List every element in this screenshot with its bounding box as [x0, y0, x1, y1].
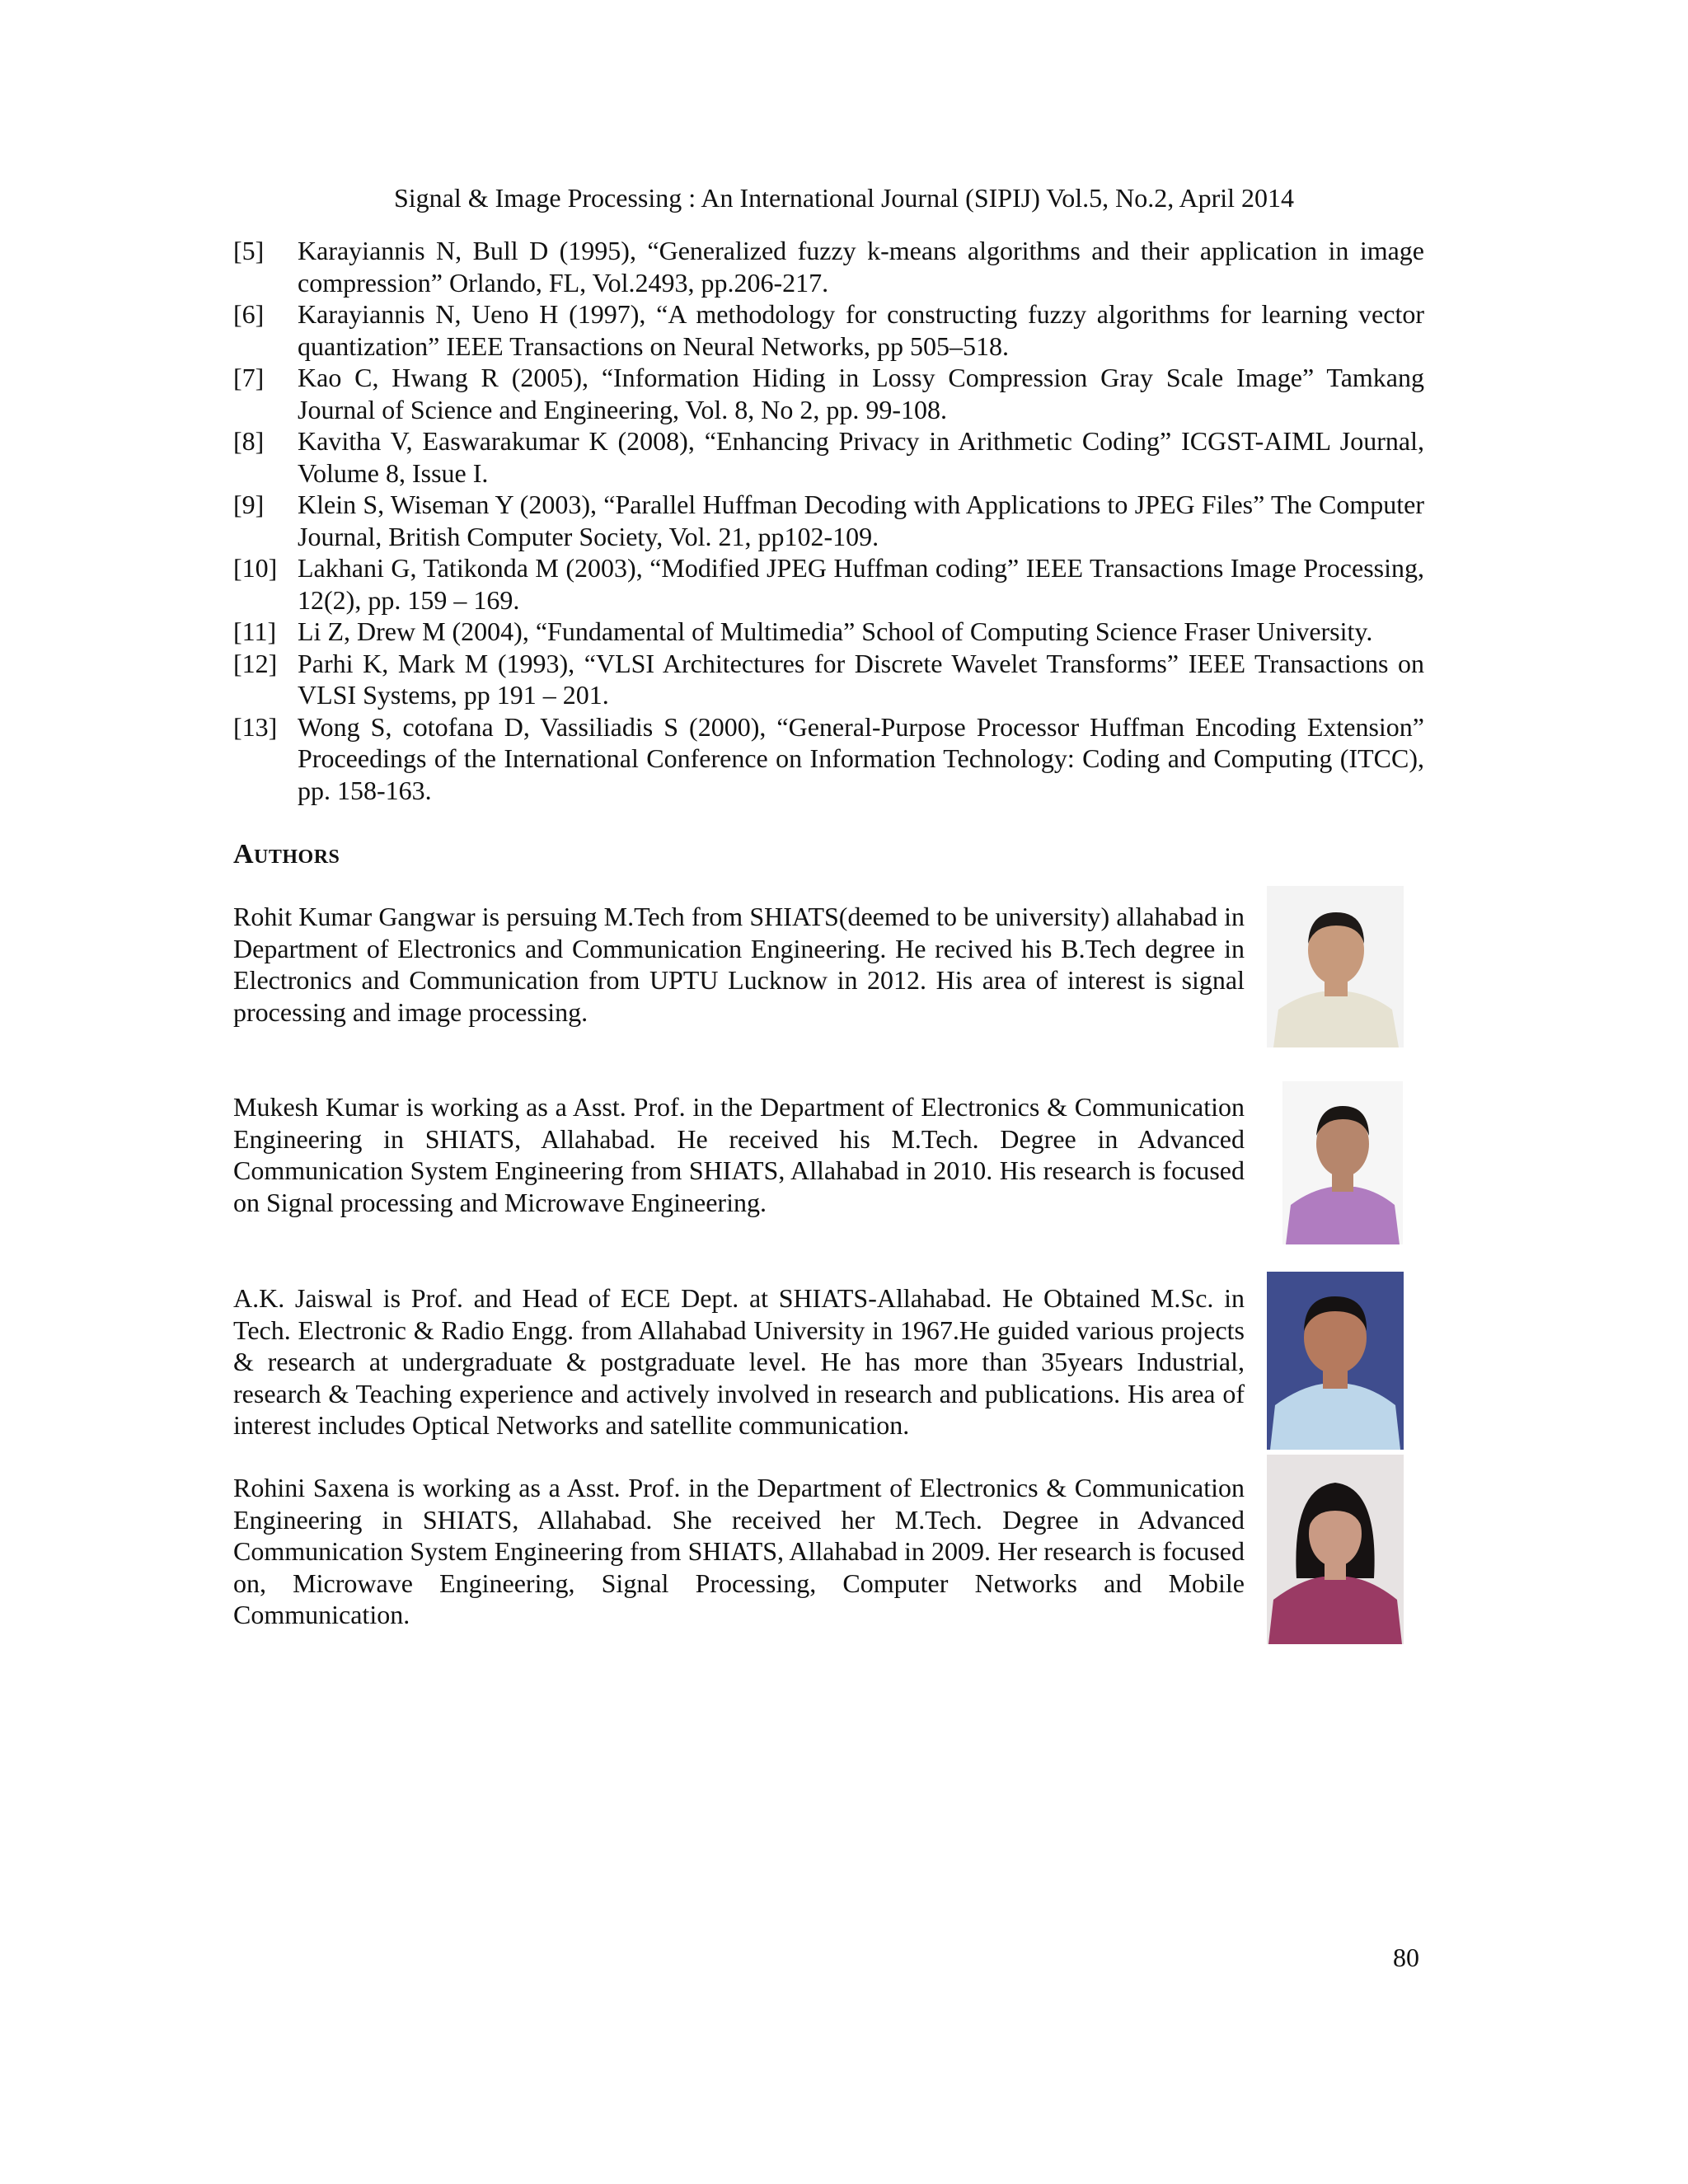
reference-text: Klein S, Wiseman Y (2003), “Parallel Huffman Decoding with Applications to JPEG Files” The Computer Journal, British Computer Society, Vol. 21, pp102-109.: [298, 490, 1424, 551]
reference-number: [8]: [233, 426, 265, 456]
portrait-image: [1282, 1081, 1403, 1244]
reference-item: [233, 552, 1424, 616]
reference-number: [7]: [233, 363, 265, 392]
reference-number: [11]: [233, 616, 277, 646]
reference-number: [10]: [233, 553, 278, 583]
reference-number: [6]: [233, 299, 265, 329]
reference-number: [5]: [233, 236, 265, 265]
reference-text: Kavitha V, Easwarakumar K (2008), “Enhancing Privacy in Arithmetic Coding” ICGST-AIML Journal, Volume 8, Issue I.: [298, 426, 1424, 488]
reference-text: Karayiannis N, Ueno H (1997), “A methodology for constructing fuzzy algorithms for learning vector quantization” IEEE Transactions on Neural Networks, pp 505–518.: [298, 299, 1424, 361]
portrait-image: [1267, 1455, 1404, 1644]
reference-number: [12]: [233, 648, 278, 678]
page-number: 80: [1393, 1943, 1419, 1972]
reference-item: [233, 711, 1424, 807]
author-photo: [1267, 1272, 1404, 1450]
author-bio: Mukesh Kumar is working as a Asst. Prof. in the Department of Electronics & Communication Engineering in SHIATS, Allahabad. He received his M.Tech. Degree in Advanced Communication System Engineering from SHIATS, Allahabad in 2010. His research is focused on Signal processing and Microwave Engineering.: [233, 1092, 1245, 1217]
reference-item: [233, 616, 1424, 648]
author-photo: [1282, 1081, 1403, 1244]
author-bio: Rohini Saxena is working as a Asst. Prof. in the Department of Electronics & Communication Engineering in SHIATS, Allahabad. She received her M.Tech. Degree in Advanced Communication System Engineering from SHIATS, Allahabad in 2009. Her research is focused on, Microwave Engineering, Signal Processing, Computer Networks and Mobile Communication.: [233, 1473, 1245, 1629]
reference-text: Wong S, cotofana D, Vassiliadis S (2000), “General-Purpose Processor Huffman Encoding Extension” Proceedings of the International Conference on Information Technology: Coding and Computing (ITCC), pp. 158-163.: [298, 711, 1424, 805]
reference-text: Karayiannis N, Bull D (1995), “Generalized fuzzy k-means algorithms and their application in image compression” Orlando, FL, Vol.2493, pp.206-217.: [298, 236, 1424, 298]
author-bio: A.K. Jaiswal is Prof. and Head of ECE Dept. at SHIATS-Allahabad. He Obtained M.Sc. in Tech. Electronic & Radio Engg. from Allahabad University in 1967.He guided various projects & research at undergraduate & postgraduate level. He has more than 35years Industrial, research & Teaching experience and actively involved in research and publications. His area of interest includes Optical Networks and satellite communication.: [233, 1283, 1245, 1440]
reference-number: [13]: [233, 711, 278, 742]
reference-text: Parhi K, Mark M (1993), “VLSI Architectures for Discrete Wavelet Transforms” IEEE Transactions on VLSI Systems, pp 191 – 201.: [298, 648, 1424, 710]
reference-text: Lakhani G, Tatikonda M (2003), “Modified JPEG Huffman coding” IEEE Transactions Image Processing, 12(2), pp. 159 – 169.: [298, 553, 1424, 615]
reference-list: [233, 235, 1424, 806]
reference-item: [233, 235, 1424, 298]
authors-heading: Authors: [233, 839, 340, 869]
reference-item: [233, 298, 1424, 362]
reference-item: [233, 648, 1424, 711]
reference-text: Kao C, Hwang R (2005), “Information Hiding in Lossy Compression Gray Scale Image” Tamkang Journal of Science and Engineering, Vol. 8, No 2, pp. 99-108.: [298, 363, 1424, 424]
reference-item: [233, 362, 1424, 425]
portrait-image: [1267, 1272, 1404, 1450]
reference-item: [233, 425, 1424, 489]
portrait-image: [1267, 886, 1404, 1047]
author-photo: [1267, 1455, 1404, 1644]
reference-item: [233, 489, 1424, 552]
reference-number: [9]: [233, 490, 265, 519]
author-bio: Rohit Kumar Gangwar is persuing M.Tech from SHIATS(deemed to be university) allahabad in Department of Electronics and Communication Engineering. He recived his B.Tech degree in Electronics and Communication from UPTU Lucknow in 2012. His area of interest is signal processing and image processing.: [233, 902, 1245, 1027]
reference-text: Li Z, Drew M (2004), “Fundamental of Multimedia” School of Computing Science Fraser University.: [298, 616, 1373, 646]
journal-header: Signal & Image Processing : An International Journal (SIPIJ) Vol.5, No.2, April 2014: [393, 183, 1295, 213]
author-photo: [1267, 886, 1404, 1047]
